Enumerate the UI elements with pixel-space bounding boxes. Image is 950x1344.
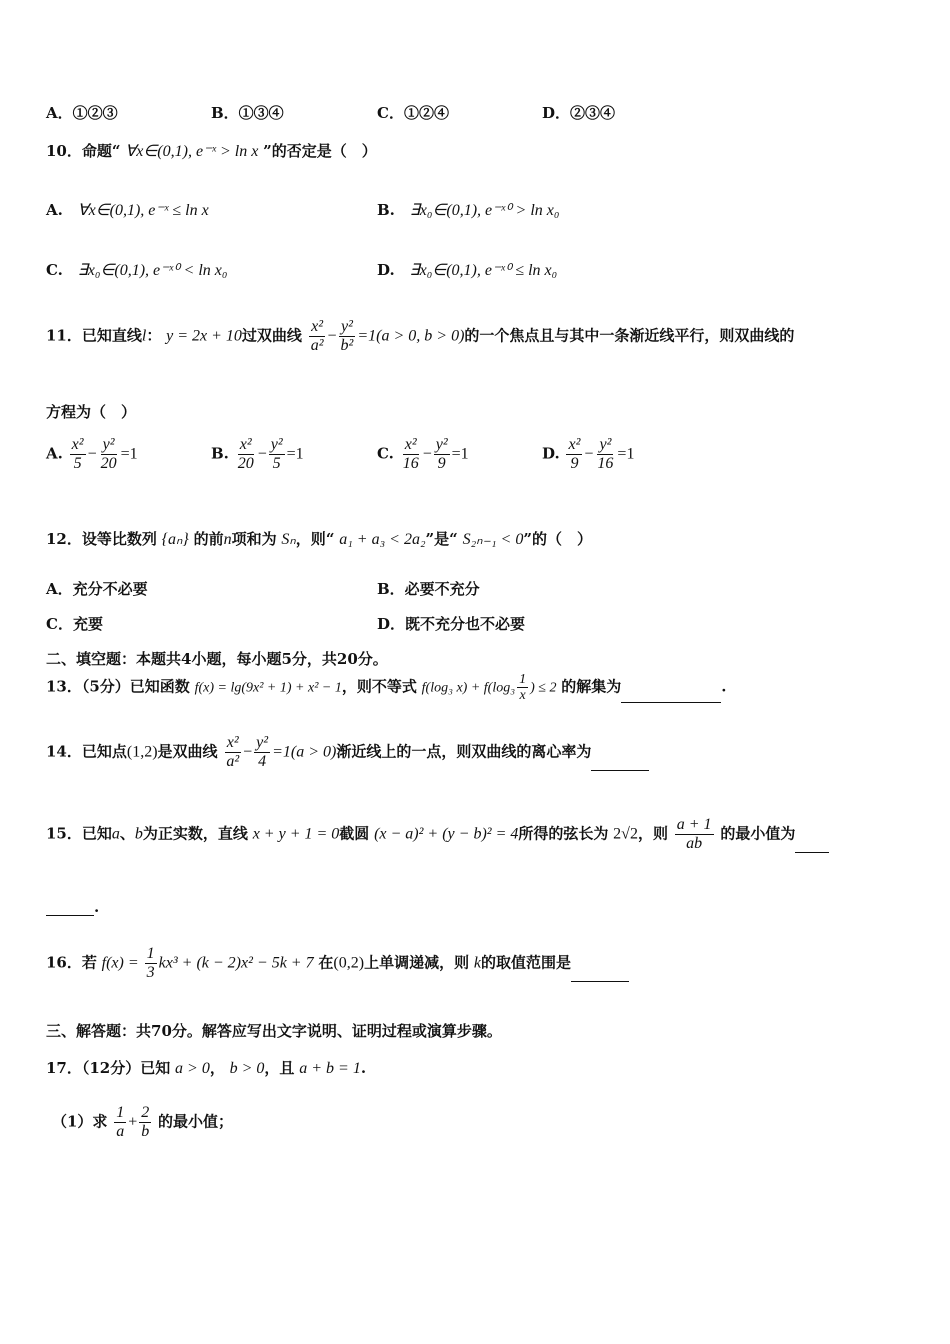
quote-open: “ [111,142,121,160]
section-3-heading: 三、解答题：共70分。解答应写出文字说明、证明过程或演算步骤。 [46,1022,502,1040]
q15-mid3: 所得的弦长为 [518,824,609,843]
q11-tail2: 方程为（ ） [46,403,137,421]
q13-tail: 的解集为 [561,677,622,696]
condition-1: a₁ + a₃ < 2a₂ [339,531,426,548]
q9-option-b: B．①③④ [211,104,284,122]
answer-blank[interactable] [591,770,649,771]
option-label: D. [542,444,560,463]
option-frac [401,436,421,473]
separator: 、 [119,824,135,843]
fraction-y2-b2: $\frac{\text{y²}}{\text{b²}}$ [340,318,354,354]
q12-mid1: 的前 [193,530,224,548]
q16-stem: 16．若 [46,953,97,972]
fraction-x2-a2: $\frac{\text{x²}}{\text{a²}}$ [226,734,240,770]
q16-function: f(x) = [101,954,143,972]
q17-end: . [360,1059,367,1077]
var-b: b [134,825,143,843]
q17-mid: ，且 [264,1059,295,1077]
frac-num: y² [599,436,612,453]
q14-stem: 14．已知点 [46,742,127,761]
q11-mid: 过双曲线 [241,326,302,345]
q10-option-c [46,260,227,280]
fraction-2-b: $\frac{2}{b}$ [141,1104,150,1140]
q12-stem: 12．设等比数列 [46,530,157,548]
frac-den: 16 [597,455,614,472]
answer-blank[interactable] [795,852,829,853]
frac-den: 5 [272,455,281,472]
option-expr: ∃x₀∈(0,1), e⁻ˣ⁰ > ln x₀ [409,202,560,219]
colon: ： [146,326,162,345]
condition-a: a > 0 [175,1060,210,1077]
question-16 [46,945,629,982]
fraction-a1-ab [675,816,714,853]
q15-continuation [46,898,99,916]
q12-option-a: A．充分不必要 [46,580,148,598]
q11-option-a: A. $\frac{\text{x²}}{5}$ − $\frac{\text{y²}}{20}$ =1 [46,436,138,472]
frac-num: x² [71,436,84,453]
q11-stem: 11．已知直线 [46,326,142,345]
q17-part1-tail: 的最小值； [158,1112,234,1131]
hyperbola-condition: =1(a > 0, b > 0) [357,327,465,345]
q16-function-rest: kx³ + (k − 2)x² − 5k + 7 [158,954,314,972]
q16-tail: 上单调递减，则 [364,953,470,972]
answer-blank-cont[interactable] [46,915,94,916]
frac-num: y² [102,436,115,453]
fraction-y2-4: $\frac{\text{y²}}{4}$ [256,734,269,770]
line-equation: y = 2x + 10 [166,327,242,345]
q12-mid2: 项和为 [231,530,277,548]
option-frac [99,436,119,473]
frac-den: 16 [402,455,419,472]
frac-num: a + 1 [676,816,712,833]
question-14: 14．已知点(1,2)是双曲线 $\frac{\text{x²}}{\text{a²}}$ − $\frac{\text{y²}}{4}$ =1(a > 0)渐近线上的一点，则双曲线的离心率为 [46,734,649,771]
line-l: l [141,327,147,345]
q13-stem: 13．（5分）已知函数 [46,677,190,696]
q12-option-d: D．既不充分也不必要 [377,615,526,633]
q10-tail: 的否定是（ ） [271,142,377,160]
fraction-1-over-x: $\frac{1}{x}$ [519,672,527,703]
option-frac [434,436,450,473]
comma: ， [209,1059,225,1077]
q9-option-c: C．①②④ [377,104,449,122]
q11-option-b: B. $\frac{\text{x²}}{20}$ − $\frac{\text{y²}}{5}$ =1 [211,436,304,472]
q16-mid: 在 [318,953,334,972]
q12-option-c: C．充要 [46,615,103,633]
frac-num: x² [568,436,581,453]
option-frac [236,436,256,473]
question-17 [46,1057,366,1078]
q12-mid3: ，则 [295,530,326,548]
fraction-x2-a2: $\frac{\text{x²}}{\text{a²}}$ [310,318,324,354]
option-label: C. [46,261,63,279]
option-frac [269,436,285,473]
hyperbola-condition: =1(a > 0) [272,743,337,761]
q15-mid4: ，则 [637,824,668,843]
option-expr: ∃x₀∈(0,1), e⁻ˣ⁰ < ln x₀ [77,262,228,279]
question-15 [46,816,829,853]
option-label: B. [377,201,395,219]
q15-stem: 15．已知 [46,824,112,843]
point: (1,2) [126,743,158,761]
q14-mid: 是双曲线 [157,742,218,761]
q13-end: . [721,677,727,696]
option-label: A. [46,444,63,463]
fraction-1-a: $\frac{1}{a}$ [116,1104,125,1140]
q12-option-b: B．必要不充分 [377,580,480,598]
option-label: B. [211,444,229,463]
quote-close: ” [263,142,272,160]
condition-b: b > 0 [229,1060,265,1077]
q9-option-d: D．②③④ [542,104,616,122]
line-equation: x + y + 1 = 0 [252,825,340,843]
option-label: C. [377,444,394,463]
q9-option-a: A．①②③ [46,104,118,122]
q11-option-d: D. $\frac{\text{x²}}{9}$ − $\frac{\text{y²}}{16}$ =1 [542,436,635,472]
equals-one: =1 [617,445,635,463]
answer-blank[interactable] [571,981,629,982]
question-13 [46,672,727,703]
q10-option-a [46,200,209,220]
frac-den: 20 [100,455,117,472]
condition-sum: a + b = 1 [299,1060,361,1077]
frac-num: y² [270,436,283,453]
frac-den: 20 [237,455,254,472]
option-frac [70,436,86,473]
var-a: a [111,825,120,843]
q11-tail: 的一个焦点且与其中一条渐近线平行，则双曲线的 [464,326,795,345]
q17-part1-label: （1）求 [52,1112,108,1131]
section-2-heading: 二、填空题：本题共4小题，每小题5分，共20分。 [46,650,388,668]
interval: (0,2) [333,954,365,972]
chord-length: 2√2 [613,825,638,843]
equals-one: =1 [286,445,304,463]
frac-den: ab [686,835,703,852]
answer-blank[interactable] [621,702,721,703]
q12-mid4: 是 [434,530,450,548]
condition-2: S₂ₙ₋₁ < 0 [462,531,524,548]
q14-tail: 渐近线上的一点，则双曲线的离心率为 [336,742,592,761]
q16-tail2: 的取值范围是 [480,953,571,972]
option-frac [566,436,582,473]
option-frac [595,436,615,473]
frac-num: x² [404,436,417,453]
sum-s: Sₙ [281,531,296,548]
var-k: k [473,954,481,972]
var-n: n [223,531,232,548]
q17-part-1: （1）求 $\frac{1}{a}$ + $\frac{2}{b}$ 的最小值； [52,1104,234,1140]
q15-tail: 的最小值为 [720,824,796,843]
frac-num: x² [239,436,252,453]
q13-function: f(x) = lg(9x² + 1) + x² − 1 [194,680,342,696]
q11-option-c: C. $\frac{\text{x²}}{16}$ − $\frac{\text{y²}}{9}$ =1 [377,436,469,472]
q10-option-b [377,200,559,220]
option-label: D. [377,261,395,279]
question-10 [46,140,377,161]
q13-mid: ，则不等式 [341,677,417,696]
q12-tail: 的（ ） [531,530,592,548]
q13-ineq-left: f(log₃ x) + f(log₃ [421,680,516,696]
q15-mid: 为正实数，直线 [142,824,248,843]
question-11: 11．已知直线l： y = 2x + 10过双曲线 $\frac{\text{x²}}{\text{a²}}$ − $\frac{\text{y²}}{\text{b²}}$ =1(a > 0, b > 0)的一个焦点且与其中一条渐近线平行，则双曲线的 [46,318,795,354]
circle-equation: (x − a)² + (y − b)² = 4 [374,825,519,843]
q10-stem: 10．命题 [46,142,112,160]
option-label: A. [46,201,63,219]
frac-den: 5 [73,455,82,472]
option-expr: ∀x∈(0,1), e⁻ˣ ≤ ln x [77,202,209,219]
sequence: {aₙ} [161,531,189,548]
fraction-1-3: $\frac{1}{3}$ [146,945,155,981]
equals-one: =1 [451,445,469,463]
q10-option-d [377,260,557,280]
q15-end: . [94,898,100,916]
frac-den: 9 [437,455,446,472]
q17-stem: 17．（12分）已知 [46,1059,171,1077]
frac-den: 9 [570,455,579,472]
q13-ineq-right: ) ≤ 2 [530,680,557,696]
q15-mid2: 截圆 [339,824,370,843]
q10-expr: ∀x∈(0,1), e⁻ˣ > ln x [125,143,259,160]
option-expr: ∃x₀∈(0,1), e⁻ˣ⁰ ≤ ln x₀ [409,262,558,279]
equals-one: =1 [120,445,138,463]
question-12: 12．设等比数列 {aₙ} 的前n项和为 Sₙ，则“ a₁ + a₃ < 2a₂”是“ S₂ₙ₋₁ < 0”的（ ） [46,530,592,548]
frac-num: y² [435,436,448,453]
